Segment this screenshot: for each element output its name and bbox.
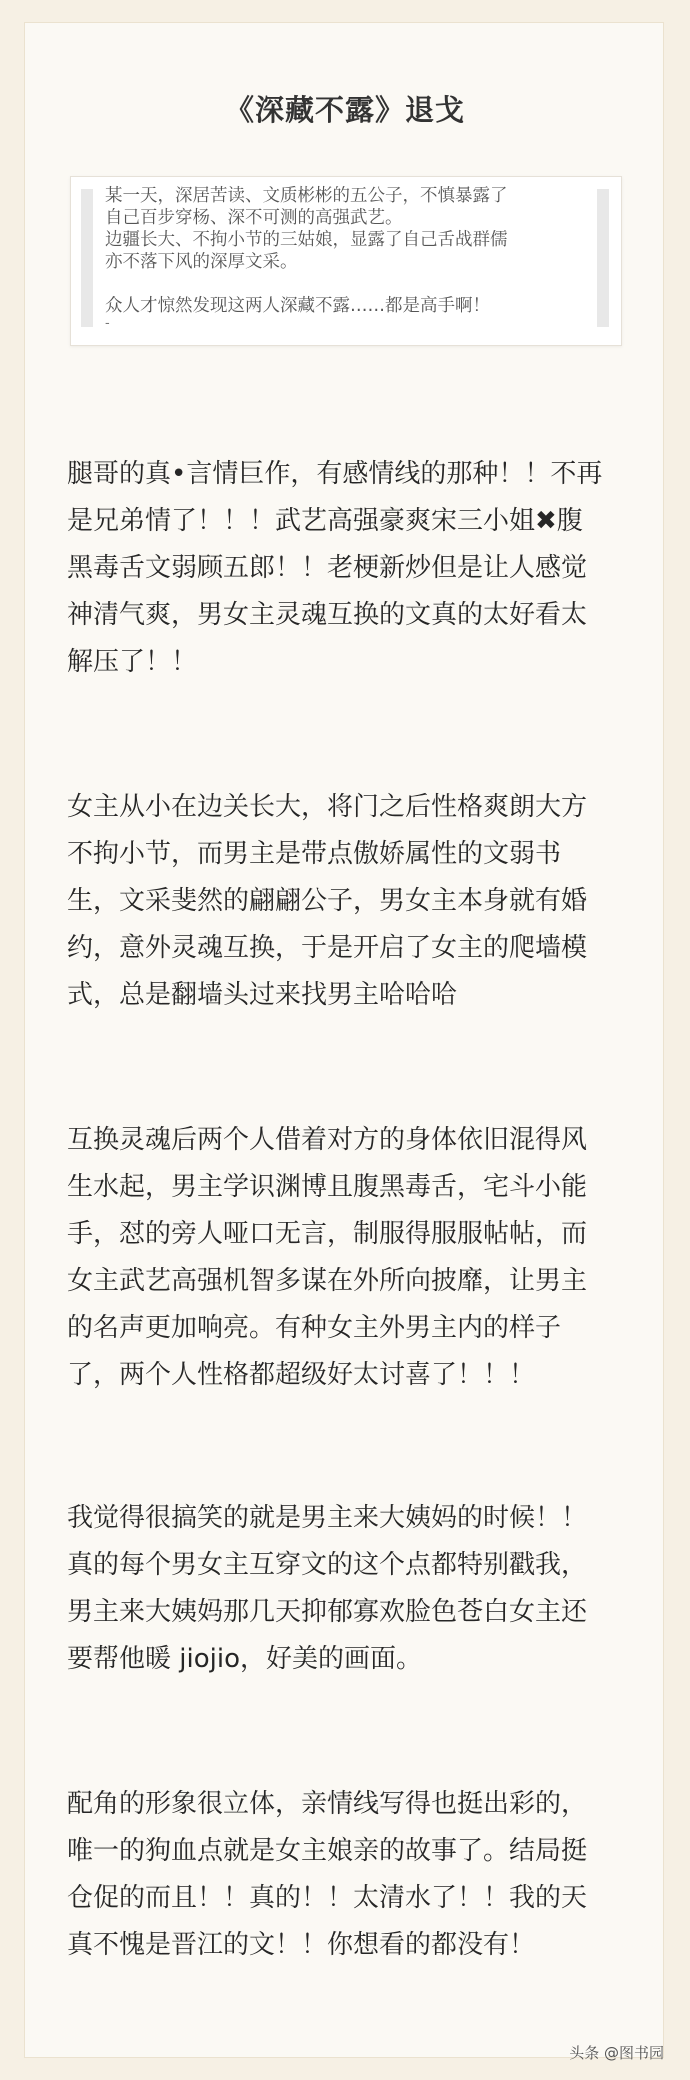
synopsis-dash: -: [105, 316, 110, 331]
review-paragraph-2: [67, 784, 629, 1019]
paragraph-line: 腿哥的真•言情巨作，有感情线的那种！！不再: [67, 459, 603, 489]
article-title: 《深藏不露》退戈: [224, 93, 465, 127]
paragraph-line: 的名声更加响亮。有种女主外男主内的样子: [67, 1313, 562, 1343]
review-paragraph-4: [67, 1495, 629, 1683]
paragraph-line: 我觉得很搞笑的就是男主来大姨妈的时候！！: [67, 1503, 588, 1533]
paragraph-line: 黑毒舌文弱顾五郎！！老梗新炒但是让人感觉: [67, 553, 588, 583]
paragraph-line: 互换灵魂后两个人借着对方的身体依旧混得风: [67, 1125, 588, 1155]
paragraph-line: 配角的形象很立体，亲情线写得也挺出彩的，: [67, 1789, 588, 1819]
synopsis-line: 边疆长大、不拘小节的三姑娘，显露了自己舌战群儒: [105, 230, 508, 250]
synopsis-card: [70, 176, 622, 346]
review-paragraph-5: [67, 1781, 629, 1969]
paragraph-line: 手，怼的旁人哑口无言，制服得服服帖帖，而: [67, 1219, 588, 1249]
paragraph-line: 要帮他暖 jiojio，好美的画面。: [67, 1644, 422, 1674]
paragraph-line: 真的每个男女主互穿文的这个点都特别戳我，: [67, 1550, 588, 1580]
paragraph-line: 生水起，男主学识渊博且腹黑毒舌，宅斗小能: [67, 1172, 588, 1202]
paragraph-line: 仓促的而且！！真的！！太清水了！！我的天: [67, 1883, 588, 1913]
synopsis-line: 众人才惊然发现这两人深藏不露……都是高手啊！: [105, 296, 490, 316]
paragraph-line: 女主从小在边关长大，将门之后性格爽朗大方: [67, 792, 588, 822]
synopsis-line: 某一天，深居苦读、文质彬彬的五公子，不慎暴露了: [105, 186, 508, 206]
paragraph-line: 神清气爽，男女主灵魂互换的文真的太好看太: [67, 600, 588, 630]
paragraph-line: 唯一的狗血点就是女主娘亲的故事了。结局挺: [67, 1836, 588, 1866]
review-paragraph-3: [67, 1117, 629, 1399]
paragraph-line: 约，意外灵魂互换，于是开启了女主的爬墙模: [67, 933, 588, 963]
paragraph-line: 不拘小节，而男主是带点傲娇属性的文弱书: [67, 839, 562, 869]
quote-bar-left: [81, 189, 93, 327]
paragraph-line: 男主来大姨妈那几天抑郁寡欢脸色苍白女主还: [67, 1597, 588, 1627]
paragraph-line: 真不愧是晋江的文！！你想看的都没有！: [67, 1930, 536, 1960]
quote-bar-right: [597, 189, 609, 327]
synopsis-line: 亦不落下风的深厚文采。: [105, 252, 298, 272]
paragraph-line: 了，两个人性格都超级好太讨喜了！！！: [67, 1360, 536, 1390]
paragraph-line: 式，总是翻墙头过来找男主哈哈哈: [67, 980, 458, 1010]
source-watermark: 头条 @图书园: [569, 2044, 664, 2062]
paragraph-line: 生，文采斐然的翩翩公子，男女主本身就有婚: [67, 886, 588, 916]
paragraph-line: 是兄弟情了！！！武艺高强豪爽宋三小姐✖腹: [67, 506, 583, 536]
paragraph-line: 女主武艺高强机智多谋在外所向披靡，让男主: [67, 1266, 588, 1296]
synopsis-text: [105, 185, 575, 331]
synopsis-line: 自己百步穿杨、深不可测的高强武艺。: [105, 208, 403, 228]
paragraph-line: 解压了！！: [67, 647, 198, 677]
review-paragraph-1: [67, 451, 629, 686]
